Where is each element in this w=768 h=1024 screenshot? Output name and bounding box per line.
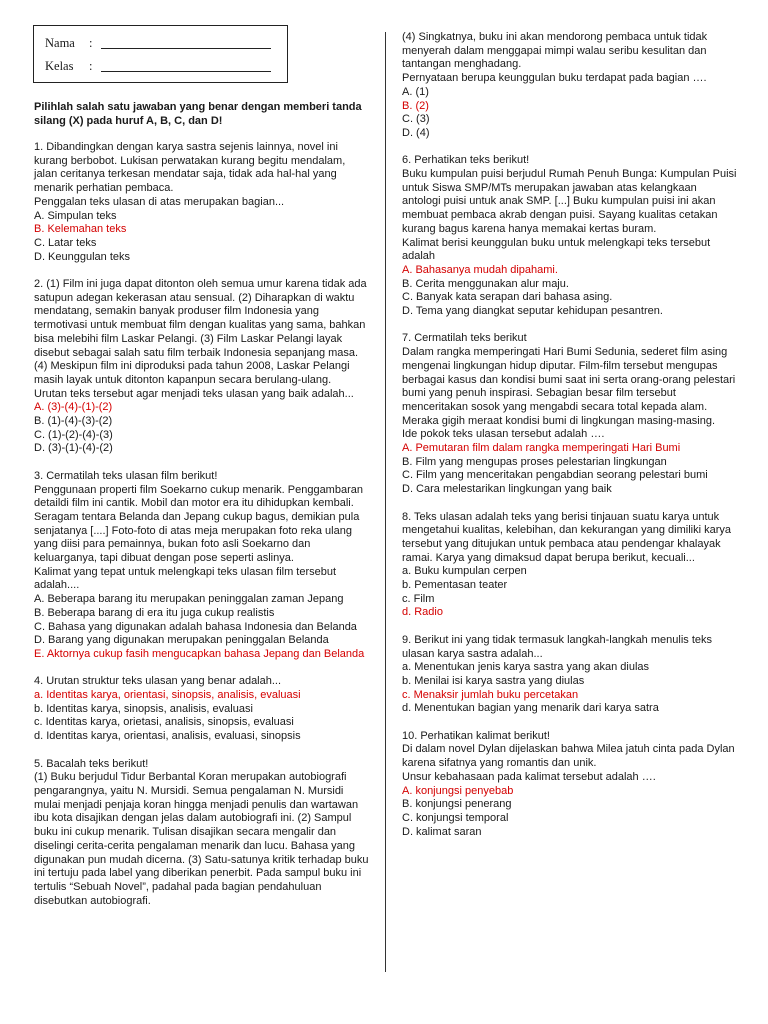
question-block	[402, 332, 738, 496]
answer-option[interactable]: B. konjungsi penerang	[402, 798, 512, 811]
answer-option-selected[interactable]: a. Identitas karya, orientasi, sinopsis, analisis, evaluasi	[34, 689, 301, 702]
name-field[interactable]	[101, 36, 271, 49]
question-stem: (4) Singkatnya, buku ini akan mendorong pembaca untuk tidak menyerah dalam menggapai mimpi walau seribu kesulitan dan tantangan menghadang.	[402, 31, 708, 71]
answer-option[interactable]: C. Bahasa yang digunakan adalah bahasa Indonesia dan Belanda	[34, 620, 357, 633]
column-divider	[385, 32, 386, 972]
question-block	[402, 634, 738, 716]
question-prompt: Ide pokok teks ulasan tersebut adalah ….	[402, 428, 605, 441]
answer-option[interactable]: b. Pementasan teater	[402, 579, 508, 592]
right-column	[402, 31, 738, 853]
answer-option[interactable]: D. (3)-(1)-(4)-(2)	[34, 442, 113, 455]
question-stem: 2. (1) Film ini juga dapat ditonton oleh semua umur karena tidak ada satupun adegan kekerasan atau sensual. (2) Diharapkan di waktu mendatang, semakin banyak produser film Indonesia yang termotivasi untuk membuat film dengan kualitas yang sama, bahkan bisa melebihi film Laskar Pelangi. (3) Film Laskar Pelangi layak disebut sebagai salah satu film terbaik Indonesia sepanjang masa. (4) Meskipun film ini diproduksi pada tahun 2008, Laskar Pelangi masih layak untuk ditonton kapanpun secara berulang-ulang.	[34, 278, 367, 386]
answer-option[interactable]: A. Beberapa barang itu merupakan peninggalan zaman Jepang	[34, 593, 344, 606]
name-label: Nama	[45, 36, 75, 51]
question-prompt: Pernyataan berupa keunggulan buku terdapat pada bagian ….	[402, 72, 707, 85]
answer-option[interactable]: a. Buku kumpulan cerpen	[402, 565, 527, 578]
answer-option-selected[interactable]: A. (3)-(4)-(1)-(2)	[34, 401, 113, 414]
answer-option-selected[interactable]: d. Radio	[402, 606, 443, 619]
question-block	[402, 511, 738, 621]
name-colon: :	[89, 36, 93, 51]
question-prompt: Unsur kebahasaan pada kalimat tersebut adalah ….	[402, 770, 656, 783]
question-block	[34, 675, 370, 744]
question-block	[34, 141, 370, 264]
class-label: Kelas	[45, 59, 74, 74]
question-prompt: Kalimat yang tepat untuk melengkapi teks ulasan film tersebut adalah....	[34, 565, 337, 592]
question-prompt: Kalimat berisi keunggulan buku untuk melengkapi teks tersebut adalah	[402, 236, 711, 263]
answer-option[interactable]: A. (1)	[402, 85, 429, 98]
question-block	[34, 470, 370, 662]
question-stem: 3. Cermatilah teks ulasan film berikut!	[34, 469, 218, 482]
answer-option[interactable]: a. Menentukan jenis karya sastra yang akan diulas	[402, 661, 650, 674]
left-column	[34, 141, 370, 922]
question-block	[402, 154, 738, 318]
answer-option[interactable]: C. (1)-(2)-(4)-(3)	[34, 428, 113, 441]
question-stem: 6. Perhatikan teks berikut!	[402, 154, 530, 167]
answer-option[interactable]: C. Banyak kata serapan dari bahasa asing.	[402, 291, 613, 304]
question-stem: 8. Teks ulasan adalah teks yang berisi tinjauan suatu karya untuk mengetahui kualitas, kelebihan, dan kekurangan yang dimiliki karya tersebut yang ditujukan untuk pembaca atau pendengar khalayak ramai. Karya yang dimaksud dapat berupa berikut, kecuali...	[402, 510, 731, 564]
name-row	[45, 36, 271, 51]
question-block	[402, 31, 738, 141]
class-field[interactable]	[101, 59, 271, 72]
answer-option-selected[interactable]: B. (2)	[402, 99, 429, 112]
question-block	[34, 758, 370, 909]
answer-option[interactable]: C. konjungsi temporal	[402, 812, 509, 824]
answer-option[interactable]: d. Menentukan bagian yang menarik dari karya satra	[402, 702, 659, 715]
answer-option[interactable]: B. Cerita menggunakan alur maju.	[402, 277, 569, 290]
answer-option[interactable]: B. Film yang mengupas proses pelestarian lingkungan	[402, 455, 667, 468]
question-prompt: Urutan teks tersebut agar menjadi teks ulasan yang baik adalah...	[34, 387, 354, 400]
question-block	[34, 278, 370, 456]
answer-option[interactable]: c. Film	[402, 592, 435, 605]
question-stem: 5. Bacalah teks berikut!	[34, 757, 149, 770]
answer-option[interactable]: C. (3)	[402, 113, 430, 126]
question-prompt: Penggunaan properti film Soekarno cukup menarik. Penggambaran detaildi film ini cantik. Mobil dan motor era itu dihidupkan kembali. Seragam tentara Belanda dan Jepang cukup bagus, demikian pula senjatanya [....] Foto-foto di atas meja merupakan foto reka ulang yang diisi para pemainnya, bukan foto asli Soekarno dan keluarganya, tapi dibuat dengan pose seperti aslinya.	[34, 483, 363, 565]
answer-option[interactable]: D. Barang yang digunakan merupakan peninggalan Belanda	[34, 634, 329, 647]
answer-option[interactable]: B. Beberapa barang di era itu juga cukup realistis	[34, 606, 275, 619]
answer-option[interactable]: D. Cara melestarikan lingkungan yang baik	[402, 483, 612, 496]
answer-option[interactable]: C. Latar teks	[34, 236, 97, 249]
answer-option[interactable]: D. Keunggulan teks	[34, 250, 131, 263]
answer-option[interactable]: c. Identitas karya, orietasi, analisis, sinopsis, evaluasi	[34, 716, 294, 729]
question-stem: 10. Perhatikan kalimat berikut!	[402, 729, 550, 742]
question-prompt: (1) Buku berjudul Tidur Berbantal Koran merupakan autobiografi pengarangnya, yaitu N. Mursidi. Semua pengalaman N. Mursidi mulai menjadi penjaja koran hingga menjadi penulis dan wartawan ibu kota disajikan dengan jelas dalam autobiografi ini. (2) Sampul buku ini cukup menarik. Tulisan disajikan secara mengalir dan diselingi cerita-cerita pengalaman menarik dan lucu. Bahasa yang digunakan pun mudah dicerna. (3) Satu-satunya kritik terhadap buku ini tertuju pada label yang diberikan penerbit. Pada sampul buku ini tertulis “Sebuah Novel”, padahal pada bagian pendahuluan disebutkan autobiografi.	[34, 771, 369, 907]
answer-option-selected[interactable]: A. Pemutaran film dalam rangka memperingati Hari Bumi	[402, 442, 681, 455]
question-stem: 4. Urutan struktur teks ulasan yang benar adalah...	[34, 675, 282, 688]
answer-option-selected[interactable]: c. Menaksir jumlah buku percetakan	[402, 688, 579, 701]
class-colon: :	[89, 59, 93, 74]
answer-option[interactable]: d. Identitas karya, orientasi, analisis, evaluasi, sinopsis	[34, 730, 301, 743]
question-prompt: Buku kumpulan puisi berjudul Rumah Penuh Bunga: Kumpulan Puisi untuk Siswa SMP/MTs merupakan jawaban atas kelangkaan antologi puisi untuk anak SMP. [...] Buku kumpulan puisi ini akan membuat pembaca akrab dengan puisi. Sayang kualitas cetakan kurang bagus karena hanya memakai kertas buram.	[402, 168, 737, 235]
question-prompt: Di dalam novel Dylan dijelaskan bahwa Milea jatuh cinta pada Dylan karena sifatnya yang romantis dan unik.	[402, 743, 735, 770]
question-stem: 7. Cermatilah teks berikut	[402, 332, 527, 345]
instructions: Pilihlah salah satu jawaban yang benar dengan memberi tanda silang (X) pada huruf A, B, C, dan D!	[34, 101, 362, 127]
answer-option-selected[interactable]: A. konjungsi penyebab	[402, 784, 514, 797]
answer-option[interactable]: D. (4)	[402, 126, 430, 139]
answer-option[interactable]: A. Simpulan teks	[34, 209, 117, 222]
answer-option-selected[interactable]: E. Aktornya cukup fasih mengucapkan bahasa Jepang dan Belanda	[34, 647, 365, 660]
question-block	[402, 730, 738, 840]
answer-option[interactable]: D. kalimat saran	[402, 825, 482, 838]
question-prompt: Dalam rangka memperingati Hari Bumi Sedunia, sederet film asing mengenai lingkungan hidup diputar. Film-film tersebut mengupas berbagai kasus dan kondisi bumi saat ini serta orang-orang pelestari bumi yang penuh inspirasi. Sebagian besar film tersebut menceritakan sosok yang mengabdi secara total kepada alam. Meraka gigih meraat kondisi bumi di lingkungan masing-masing.	[402, 346, 736, 427]
answer-option[interactable]: b. Menilai isi karya sastra yang diulas	[402, 674, 585, 687]
question-stem: 9. Berikut ini yang tidak termasuk langkah-langkah menulis teks ulasan karya sastra adalah...	[402, 633, 712, 660]
class-row	[45, 59, 271, 74]
answer-option[interactable]: D. Tema yang diangkat seputar kehidupan pesantren.	[402, 305, 663, 318]
question-prompt: Penggalan teks ulasan di atas merupakan bagian...	[34, 195, 285, 208]
identity-box	[33, 25, 288, 83]
answer-option-selected[interactable]: A. Bahasanya mudah dipahami.	[402, 263, 558, 276]
question-stem: 1. Dibandingkan dengan karya sastra sejenis lainnya, novel ini kurang berbobot. Lukisan perwatakan kurang begitu mendalam, jalan ceritanya terkesan mendatar saja, tidak ada hal-hal yang menarik perhatian pembaca.	[34, 141, 346, 195]
answer-option-selected[interactable]: B. Kelemahan teks	[34, 223, 127, 236]
answer-option[interactable]: B. (1)-(4)-(3)-(2)	[34, 415, 113, 428]
answer-option[interactable]: b. Identitas karya, sinopsis, analisis, evaluasi	[34, 702, 253, 715]
answer-option[interactable]: C. Film yang menceritakan pengabdian seorang pelestari bumi	[402, 469, 708, 482]
